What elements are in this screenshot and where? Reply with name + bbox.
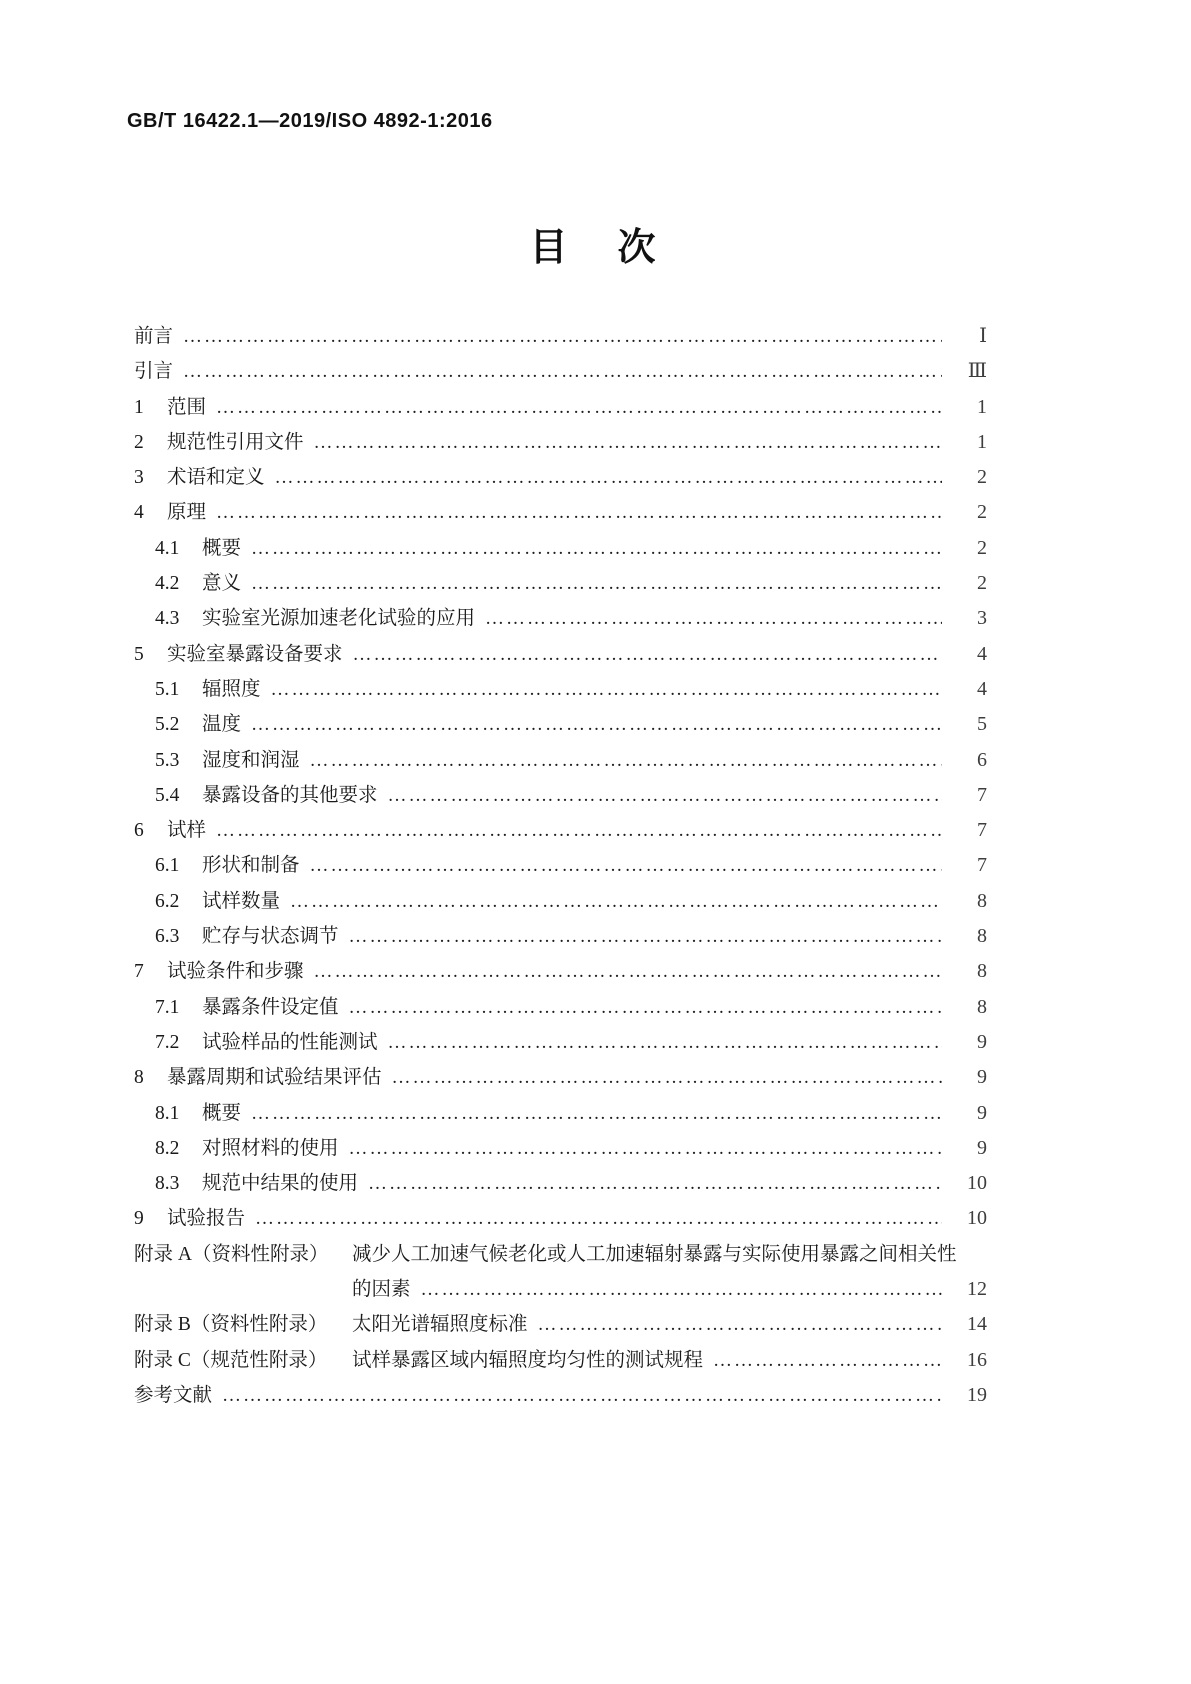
- toc-entry-number: 5.3: [155, 749, 180, 771]
- toc-entry-label: 试验样品的性能测试: [202, 1031, 378, 1053]
- toc-entry-label: 实验室暴露设备要求: [167, 643, 343, 665]
- dot-leader: [275, 467, 942, 489]
- toc-list: [127, 320, 987, 1414]
- toc-entry-page: 12: [967, 1278, 987, 1301]
- toc-entry-label: 太阳光谱辐照度标准: [352, 1314, 528, 1336]
- toc-entry-label: 试样: [167, 820, 207, 842]
- toc-entry-page: 4: [977, 642, 987, 665]
- dot-leader: [216, 502, 942, 524]
- toc-entry-page: 6: [977, 748, 987, 771]
- toc-entry-page: 9: [977, 1101, 987, 1124]
- toc-entry: [127, 320, 987, 355]
- toc-entry-label: 前言: [134, 326, 174, 347]
- toc-entry-number: 附录 A（资料性附录）: [134, 1243, 329, 1265]
- toc-entry: [127, 779, 987, 814]
- dot-leader: [368, 1173, 942, 1195]
- toc-entry-page: 2: [977, 466, 987, 489]
- toc-entry: [127, 955, 987, 990]
- toc-entry-page: 3: [977, 607, 987, 630]
- toc-entry: [127, 673, 987, 708]
- toc-entry-label: 的因素: [352, 1279, 411, 1301]
- toc-entry-label: 概要: [202, 1102, 242, 1124]
- dot-leader: [271, 679, 942, 701]
- dot-leader: [538, 1314, 942, 1336]
- toc-entry: [127, 814, 987, 849]
- toc-entry-page: 7: [977, 783, 987, 806]
- toc-entry: [127, 355, 987, 390]
- toc-entry-page: 9: [977, 1030, 987, 1053]
- toc-entry: [127, 1132, 987, 1167]
- toc-entry-page: 8: [977, 960, 987, 983]
- dot-leader: [183, 361, 942, 383]
- dot-leader: [290, 891, 942, 913]
- toc-entry-page: 1: [977, 430, 987, 453]
- toc-entry-label: 参考文献: [134, 1384, 213, 1406]
- dot-leader: [349, 997, 942, 1019]
- toc-entry-label: 湿度和润湿: [202, 749, 300, 771]
- toc-entry: [127, 708, 987, 743]
- toc-entry-label: 意义: [202, 573, 242, 595]
- toc-entry-number: 6.3: [155, 926, 180, 948]
- toc-entry-page: 8: [977, 889, 987, 912]
- toc-entry-number: 4: [134, 502, 144, 524]
- toc-entry-page: 14: [967, 1313, 987, 1336]
- dot-leader: [388, 785, 942, 807]
- dot-leader: [392, 1067, 942, 1089]
- dot-leader: [349, 926, 942, 948]
- toc-entry-page: Ⅲ: [967, 360, 987, 383]
- dot-leader: [216, 820, 942, 842]
- toc-entry-number: 5: [134, 643, 144, 665]
- toc-entry-page: 7: [977, 854, 987, 877]
- toc-entry: [127, 1379, 987, 1414]
- toc-entry-number: 4.2: [155, 573, 180, 595]
- toc-entry-label: 概要: [202, 537, 242, 559]
- toc-entry-page: 8: [977, 995, 987, 1018]
- toc-entry-number: 附录 C（规范性附录）: [134, 1349, 328, 1371]
- toc-entry-page: 5: [977, 713, 987, 736]
- toc-entry: [127, 461, 987, 496]
- dot-leader: [353, 644, 942, 666]
- toc-entry-number: 6: [134, 820, 144, 842]
- standard-number: GB/T 16422.1—2019/ISO 4892-1:2016: [127, 110, 493, 132]
- toc-entry-page: Ⅰ: [979, 325, 987, 347]
- toc-entry-page: 10: [967, 1207, 987, 1230]
- toc-entry-number: 6.1: [155, 855, 180, 877]
- toc-entry-page: 9: [977, 1136, 987, 1159]
- toc-entry: [127, 532, 987, 567]
- toc-entry-number: 7.2: [155, 1031, 180, 1053]
- toc-entry-page: 2: [977, 536, 987, 559]
- toc-entry-label: 规范性引用文件: [167, 431, 304, 453]
- toc-entry-page: 1: [977, 395, 987, 418]
- toc-entry-label: 暴露周期和试验结果评估: [167, 1067, 382, 1089]
- toc-entry-number: 6.2: [155, 890, 180, 912]
- toc-entry: [127, 426, 987, 461]
- toc-entry-label: 实验室光源加速老化试验的应用: [202, 608, 476, 630]
- toc-entry-page: 19: [967, 1383, 987, 1406]
- toc-entry-label: 暴露条件设定值: [202, 996, 339, 1018]
- dot-leader: [251, 538, 942, 560]
- toc-entry-page: 10: [967, 1172, 987, 1195]
- toc-entry-label: 术语和定义: [167, 467, 265, 489]
- toc-entry-label: 减少人工加速气候老化或人工加速辐射暴露与实际使用暴露之间相关性: [352, 1243, 957, 1265]
- toc-entry-label: 暴露设备的其他要求: [202, 784, 378, 806]
- toc-entry-page: 9: [977, 1066, 987, 1089]
- toc-entry: [127, 1273, 987, 1308]
- dot-leader: [222, 1385, 942, 1407]
- toc-entry: [127, 920, 987, 955]
- toc-entry-number: 7: [134, 961, 144, 983]
- toc-entry-number: 5.2: [155, 714, 180, 736]
- toc-entry-page: 2: [977, 501, 987, 524]
- dot-leader: [183, 326, 942, 348]
- toc-entry-number: 4.3: [155, 608, 180, 630]
- dot-leader: [216, 397, 942, 419]
- toc-entry-number: 2: [134, 431, 144, 453]
- toc-entry-page: 2: [977, 572, 987, 595]
- toc-entry-label: 试验报告: [167, 1208, 246, 1230]
- toc-entry-label: 范围: [167, 396, 207, 418]
- toc-entry-label: 贮存与状态调节: [202, 926, 339, 948]
- toc-entry-page: 8: [977, 925, 987, 948]
- toc-entry-number: 8: [134, 1067, 144, 1089]
- toc-entry-number: 9: [134, 1208, 144, 1230]
- toc-entry-label: 辐照度: [202, 678, 261, 700]
- toc-entry-number: 8.2: [155, 1137, 180, 1159]
- dot-leader: [713, 1350, 942, 1372]
- toc-entry-label: 对照材料的使用: [202, 1137, 339, 1159]
- toc-entry: [127, 1061, 987, 1096]
- toc-entry: [127, 496, 987, 531]
- toc-entry-label: 试样暴露区域内辐照度均匀性的测试规程: [352, 1349, 704, 1371]
- toc-entry-label: 试验条件和步骤: [167, 961, 304, 983]
- toc-entry: [127, 638, 987, 673]
- toc-entry-label: 形状和制备: [202, 855, 300, 877]
- toc-entry-number: 4.1: [155, 537, 180, 559]
- toc-entry-number: 3: [134, 467, 144, 489]
- dot-leader: [349, 1138, 942, 1160]
- toc-entry-label: 温度: [202, 714, 242, 736]
- dot-leader: [310, 855, 942, 877]
- toc-entry-page: 4: [977, 677, 987, 700]
- dot-leader: [314, 432, 942, 454]
- toc-entry: [127, 1344, 987, 1379]
- toc-entry-page: 7: [977, 819, 987, 842]
- dot-leader: [314, 961, 942, 983]
- dot-leader: [388, 1032, 942, 1054]
- toc-entry-label: 引言: [134, 361, 174, 383]
- toc-entry: [127, 567, 987, 602]
- toc-entry-label: 规范中结果的使用: [202, 1173, 359, 1195]
- toc-entry: [127, 1097, 987, 1132]
- toc-entry: [127, 849, 987, 884]
- toc-entry: [127, 1202, 987, 1237]
- dot-leader: [251, 1103, 942, 1125]
- toc-entry: [127, 391, 987, 426]
- dot-leader: [421, 1279, 942, 1301]
- toc-entry-number: 7.1: [155, 996, 180, 1018]
- toc-entry-label: 试样数量: [202, 890, 281, 912]
- toc-entry-number: 5.4: [155, 784, 180, 806]
- toc-entry: [127, 1167, 987, 1202]
- toc-entry: [127, 885, 987, 920]
- dot-leader: [310, 750, 942, 772]
- toc-entry: [127, 1308, 987, 1343]
- toc-entry-number: 8.3: [155, 1173, 180, 1195]
- toc-entry-number: 1: [134, 396, 144, 418]
- toc-entry: [127, 991, 987, 1026]
- toc-entry: [127, 744, 987, 779]
- toc-entry-page: 16: [967, 1348, 987, 1371]
- dot-leader: [251, 714, 942, 736]
- page-title: 目 次: [529, 227, 662, 269]
- toc-entry-number: 附录 B（资料性附录）: [134, 1314, 328, 1336]
- toc-entry-label: 原理: [167, 502, 207, 524]
- dot-leader: [251, 573, 942, 595]
- toc-entry: [127, 1026, 987, 1061]
- dot-leader: [485, 608, 942, 630]
- toc-entry-number: 5.1: [155, 678, 180, 700]
- toc-entry: [127, 1238, 987, 1273]
- toc-entry-number: 8.1: [155, 1102, 180, 1124]
- toc-entry: [127, 602, 987, 637]
- dot-leader: [255, 1208, 942, 1230]
